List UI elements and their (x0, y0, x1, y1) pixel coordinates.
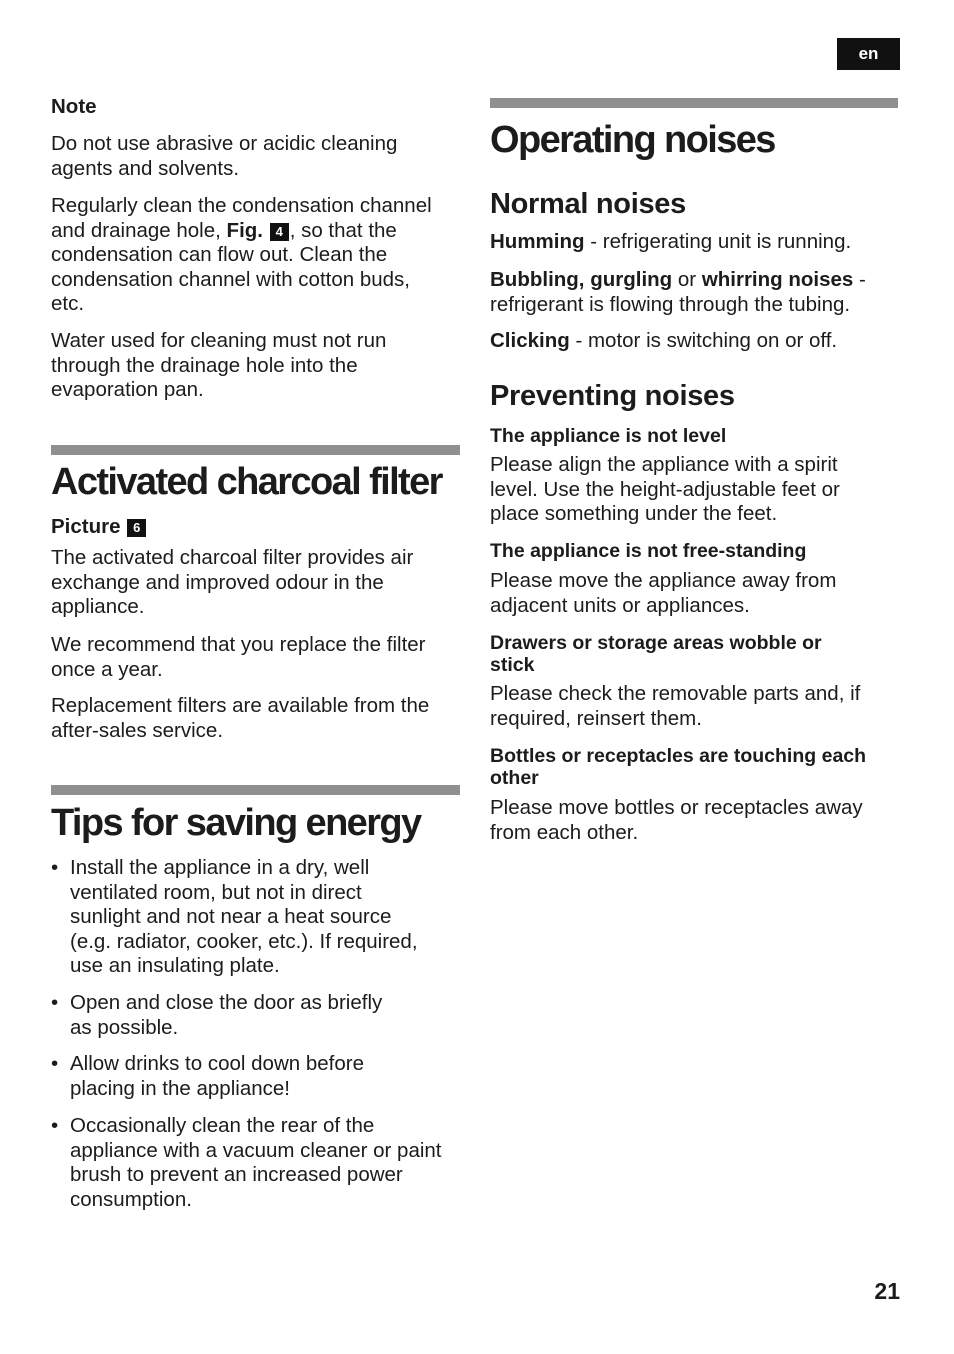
preventing-noises-heading: Preventing noises (490, 380, 735, 412)
section-rule (490, 98, 898, 108)
prevent-item-title: The appliance is not free-standing (490, 540, 807, 562)
bullet: • (51, 1052, 59, 1075)
energy-title: Tips for saving energy (51, 802, 421, 844)
bullet: • (51, 1114, 59, 1137)
clicking-term: Clicking (490, 329, 570, 352)
charcoal-title: Activated charcoal filter (51, 461, 442, 503)
note-text: Do not use abrasive or acidic cleaning agents and solvents. (51, 132, 398, 180)
figure-number-badge: 4 (270, 223, 289, 241)
note-label: Note (51, 95, 97, 118)
section-rule (51, 785, 460, 795)
prevent-item-text: Please move the appliance away from adjacent units or appliances. (490, 569, 837, 617)
list-item: • Install the appliance in a dry, well ventilated room, but not in direct sunlight and not near a heat source (e.g. radiator, cooker, etc.). If required, use an insulating plate. (51, 856, 418, 978)
prevent-item-title: The appliance is not level (490, 425, 727, 447)
prevent-item-title: Drawers or storage areas wobble or stick (490, 632, 822, 676)
whirring-term: whirring noises (701, 268, 854, 291)
prevent-item-text: Please check the removable parts and, if required, reinsert them. (490, 682, 861, 730)
list-item: • Occasionally clean the rear of the appliance with a vacuum cleaner or paint brush to prevent an increased power consumption. (51, 1114, 442, 1211)
prevent-item-title: Bottles or receptacles are touching each other (490, 745, 867, 789)
prevent-item-text: Please move bottles or receptacles away from each other. (490, 796, 863, 844)
charcoal-p2: We recommend that you replace the filter once a year. (51, 633, 426, 681)
condensation-post: , so that the condensation can flow out. Clean the condensation channel with cotton buds, etc. (51, 218, 411, 316)
bubbling-line: Bubbling, gurgling or whirring noises - refrigerant is flowing through the tubing. (490, 268, 866, 316)
language-badge: en (837, 38, 900, 70)
clicking-line: Clicking - motor is switching on or off. (490, 329, 838, 352)
list-item: • Open and close the door as briefly as possible. (51, 991, 383, 1039)
fig-label: Fig. (226, 218, 263, 242)
list-item: • Allow drinks to cool down before placing in the appliance! (51, 1052, 364, 1100)
humming-line: Humming - refrigerating unit is running. (490, 230, 852, 253)
normal-noises-heading: Normal noises (490, 188, 686, 220)
condensation-paragraph (51, 194, 441, 317)
bubbling-term: Bubbling, gurgling (490, 268, 673, 291)
charcoal-p3: Replacement filters are available from the after-sales service. (51, 694, 430, 742)
section-rule (51, 445, 460, 455)
operating-noises-title: Operating noises (490, 119, 775, 161)
picture-label: Picture (51, 515, 121, 538)
bullet: • (51, 856, 59, 879)
prevent-item-text: Please align the appliance with a spirit level. Use the height-adjustable feet or place something under the feet. (490, 453, 840, 526)
picture-label-line (51, 515, 463, 539)
water-text: Water used for cleaning must not run through the drainage hole into the evaporation pan. (51, 329, 387, 402)
charcoal-p1: The activated charcoal filter provides air exchange and improved odour in the appliance. (51, 546, 414, 619)
humming-term: Humming (490, 230, 585, 253)
page-number: 21 (874, 1278, 900, 1304)
picture-number-badge: 6 (127, 519, 146, 537)
bullet: • (51, 991, 59, 1014)
condensation-pre: Regularly clean the condensation channel and drainage hole, (51, 194, 432, 242)
